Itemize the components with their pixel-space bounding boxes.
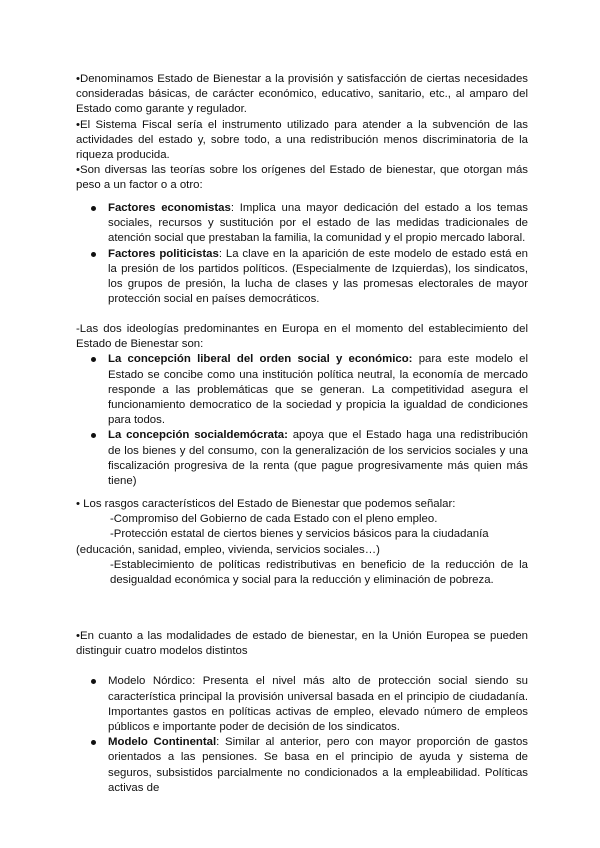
list-item xyxy=(76,735,528,796)
trait-employment: -Compromiso del Gobierno de cada Estado con el pleno empleo. xyxy=(110,513,438,526)
model-text: Modelo Nórdico: Presenta el nivel más alto de protección social siendo su característica principal la provisión universal basada en el principio de ciudadanía. Importantes gastos en políticas activas de empleo, elevado número de empleos públicos e importante poder de decisión de los sindicatos. xyxy=(108,675,528,734)
factor-title: Factores politicistas xyxy=(108,247,219,260)
list-item xyxy=(76,352,528,428)
list-item xyxy=(76,674,528,735)
traits-section xyxy=(76,497,528,588)
paragraph-traits: • Los rasgos característicos del Estado de Bienestar que podemos señalar: xyxy=(76,498,456,510)
models-section xyxy=(76,629,528,796)
trait-protection: -Protección estatal de ciertos bienes y servicios básicos para la ciudadanía xyxy=(110,528,489,541)
bullet-icon xyxy=(91,206,96,211)
ideologies-list xyxy=(76,352,528,489)
intro-section xyxy=(76,72,528,194)
bullet-icon xyxy=(91,252,96,257)
factors-list xyxy=(76,201,528,307)
paragraph-ideologies: -Las dos ideologías predominantes en Europa en el momento del establecimiento del Estado de Bienestar son: xyxy=(76,323,528,351)
ideology-text: apoya que el Estado haga una redistribución de los bienes y del consumo, con la generalización de los servicios sociales y una fiscalización progresiva de la renta (que pague progresivamente más quien más tiene) xyxy=(108,429,528,488)
list-item xyxy=(76,247,528,308)
paragraph-fiscal-system: •El Sistema Fiscal sería el instrumento utilizado para atender a la subvención de las actividades del estado y, sobre todo, a una redistribución menos discriminatoria de la riqueza producida. xyxy=(76,118,528,162)
paragraph-definition: •Denominamos Estado de Bienestar a la provisión y satisfacción de ciertas necesidades consideradas básicas, de carácter económico, educativo, sanitario, etc., al amparo del Estado como garante y regulador. xyxy=(76,73,528,116)
paragraph-origin-theories: •Son diversas las teorías sobre los orígenes del Estado de bienestar, que otorgan más peso a un factor o a otro: xyxy=(76,164,528,192)
ideology-title: La concepción socialdemócrata: xyxy=(108,429,288,442)
paragraph-models: •En cuanto a las modalidades de estado de bienestar, en la Unión Europea se pueden distinguir cuatro modelos distintos xyxy=(76,630,528,658)
model-title: Modelo Continental xyxy=(108,736,217,749)
bullet-icon xyxy=(91,357,96,362)
factors-section xyxy=(76,201,528,307)
factor-title: Factores economistas xyxy=(108,202,231,214)
trait-protection-continued: (educación, sanidad, empleo, vivienda, servicios sociales…) xyxy=(76,543,380,556)
factor-text: : La clave en la aparición de este modelo de estado está en la presión de los partidos políticos. (Especialmente de Izquierdas), los sindicatos, los grupos de presión, la lucha de clases y las promesas electorales de mayor protección social en países democráticos. xyxy=(108,247,528,306)
factor-text: : Implica una mayor dedicación del estado a los temas sociales, recursos y sustitución por el estado de las medidas tradicionales de atención social que prestaban la familia, la comunidad y el propio mercado laboral. xyxy=(108,202,529,245)
list-item xyxy=(76,428,528,489)
ideology-title: La concepción liberal del orden social y económico: xyxy=(108,353,413,366)
trait-redistribution: -Establecimiento de políticas redistributivas en beneficio de la reducción de la desigualdad económica y social para la reducción y eliminación de pobreza. xyxy=(110,558,528,587)
models-list xyxy=(76,674,528,796)
bullet-icon xyxy=(91,679,96,684)
ideologies-section xyxy=(76,322,528,489)
list-item xyxy=(76,201,528,247)
model-text: : Similar al anterior, pero con mayor proporción de gastos orientados a las pensiones. Se basa en el principio de ayuda y sistema de seguros, subsistidos parcialmente no condicionados a la empleabilidad. Políticas activas de xyxy=(108,736,528,794)
ideology-text: para este modelo el Estado se concibe como una institución política neutral, la economía de mercado responde a las problemáticas que se generan. La competitividad asegura el funcionamiento democratico de la sociedad y propicia la igualdad de condiciones para todos. xyxy=(108,353,528,427)
bullet-icon xyxy=(91,433,96,438)
bullet-icon xyxy=(91,740,96,745)
